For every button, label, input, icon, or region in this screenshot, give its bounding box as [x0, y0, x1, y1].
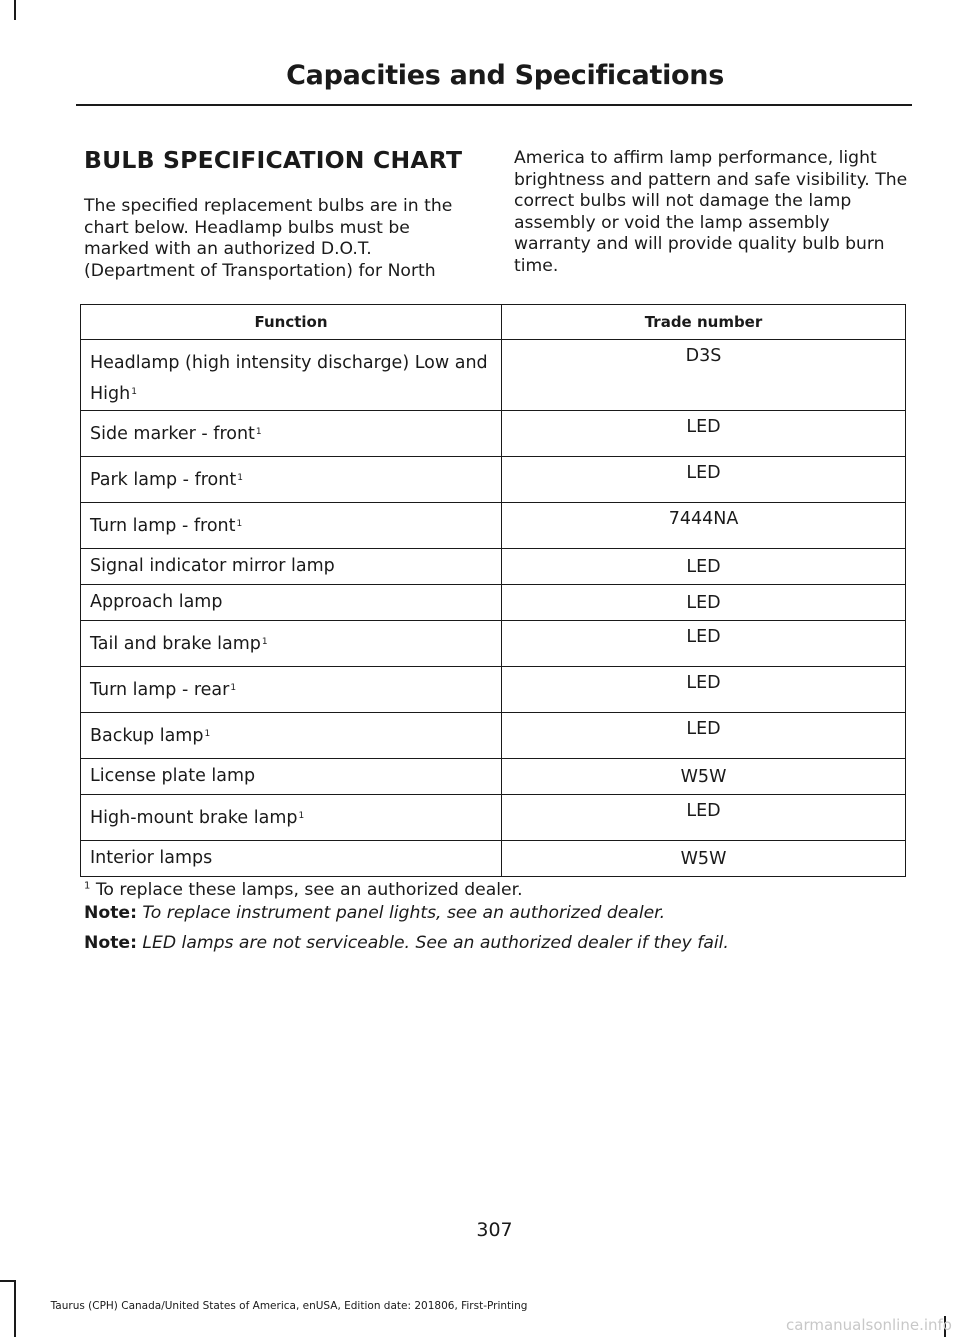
trade-number-cell: LED — [502, 795, 906, 841]
footnote-reference: 1 — [236, 519, 243, 529]
trade-number-cell: LED — [502, 411, 906, 457]
edition-line: Taurus (CPH) Canada/United States of America, enUSA, Edition date: 201806, First-Printing — [50, 1300, 528, 1312]
function-cell — [81, 585, 502, 621]
note-text: LED lamps are not serviceable. See an authorized dealer if they fail. — [142, 933, 729, 953]
function-label: Backup lamp — [90, 726, 204, 746]
table-row — [81, 713, 906, 759]
function-cell — [81, 667, 502, 713]
intro-text-left: The specified replacement bulbs are in the chart below. Headlamp bulbs must be marked with an authorized D.O.T. (Department of Transportation) for North — [84, 196, 453, 281]
trade-number-cell: LED — [502, 585, 906, 621]
footnote-reference: 1 — [230, 683, 237, 693]
function-cell — [81, 340, 502, 411]
table-row — [81, 841, 906, 877]
function-label: Turn lamp - front — [90, 516, 236, 536]
note-text: To replace instrument panel lights, see an authorized dealer. — [142, 903, 666, 923]
function-cell — [81, 457, 502, 503]
trade-number-column-header: Trade number — [502, 305, 906, 340]
trade-number-cell: LED — [502, 713, 906, 759]
trade-number-cell: LED — [502, 667, 906, 713]
table-header-row — [81, 305, 906, 340]
footnote-reference: 1 — [237, 473, 243, 483]
footnote-reference: 1 — [131, 387, 137, 397]
footnote-reference: 1 — [204, 729, 211, 739]
table-row — [81, 759, 906, 795]
page-header-title: Capacities and Specifications — [286, 60, 724, 91]
trade-number-cell: 7444NA — [502, 503, 906, 549]
function-cell — [81, 549, 502, 585]
note-label: Note: — [84, 933, 137, 953]
function-label: High-mount brake lamp — [90, 808, 298, 828]
function-label: Headlamp (high intensity discharge) Low and High — [90, 353, 488, 404]
crop-mark-top-left — [14, 0, 16, 20]
table-row — [81, 411, 906, 457]
table-row — [81, 667, 906, 713]
function-column-header: Function — [81, 305, 502, 340]
function-label: Signal indicator mirror lamp — [90, 556, 335, 576]
table-row — [81, 340, 906, 411]
note-instrument-panel — [84, 903, 665, 923]
function-label: Park lamp - front — [90, 470, 237, 490]
trade-number-cell: LED — [502, 621, 906, 667]
section-heading: BULB SPECIFICATION CHART — [84, 146, 463, 174]
function-cell — [81, 759, 502, 795]
table-row — [81, 503, 906, 549]
trade-number-cell: LED — [502, 549, 906, 585]
function-label: Approach lamp — [90, 592, 223, 612]
intro-text-right: America to affirm lamp performance, light brightness and pattern and safe visibility. The correct bulbs will not damage the lamp assembly or void the lamp assembly warranty and will provide quality bulb burn time. — [514, 148, 908, 276]
table-body — [81, 340, 906, 877]
trade-number-cell: W5W — [502, 759, 906, 795]
footnote-marker: 1 — [84, 880, 91, 892]
function-cell — [81, 503, 502, 549]
table-row — [81, 549, 906, 585]
header-rule — [76, 104, 912, 106]
trade-number-cell: D3S — [502, 340, 906, 411]
footnote-reference: 1 — [261, 637, 268, 647]
function-cell — [81, 621, 502, 667]
function-cell — [81, 795, 502, 841]
function-cell — [81, 841, 502, 877]
table-footnote — [84, 880, 523, 900]
bulb-specification-table — [80, 304, 906, 877]
table-row — [81, 585, 906, 621]
function-label: Interior lamps — [90, 848, 213, 868]
note-label: Note: — [84, 903, 137, 923]
footnote-reference: 1 — [298, 811, 305, 821]
function-label: Turn lamp - rear — [90, 680, 230, 700]
watermark: carmanualsonline.info — [786, 1316, 952, 1334]
function-cell — [81, 411, 502, 457]
function-label: Side marker - front — [90, 424, 255, 444]
function-cell — [81, 713, 502, 759]
footnote-text: To replace these lamps, see an authorized dealer. — [90, 880, 523, 900]
crop-mark-bottom-left-h — [0, 1280, 16, 1282]
trade-number-cell: W5W — [502, 841, 906, 877]
page-number: 307 — [476, 1219, 513, 1241]
table-row — [81, 795, 906, 841]
function-label: Tail and brake lamp — [90, 634, 261, 654]
trade-number-cell: LED — [502, 457, 906, 503]
table-row — [81, 457, 906, 503]
note-led-lamps — [84, 933, 729, 953]
footnote-reference: 1 — [255, 427, 262, 437]
table-row — [81, 621, 906, 667]
function-label: License plate lamp — [90, 766, 256, 786]
